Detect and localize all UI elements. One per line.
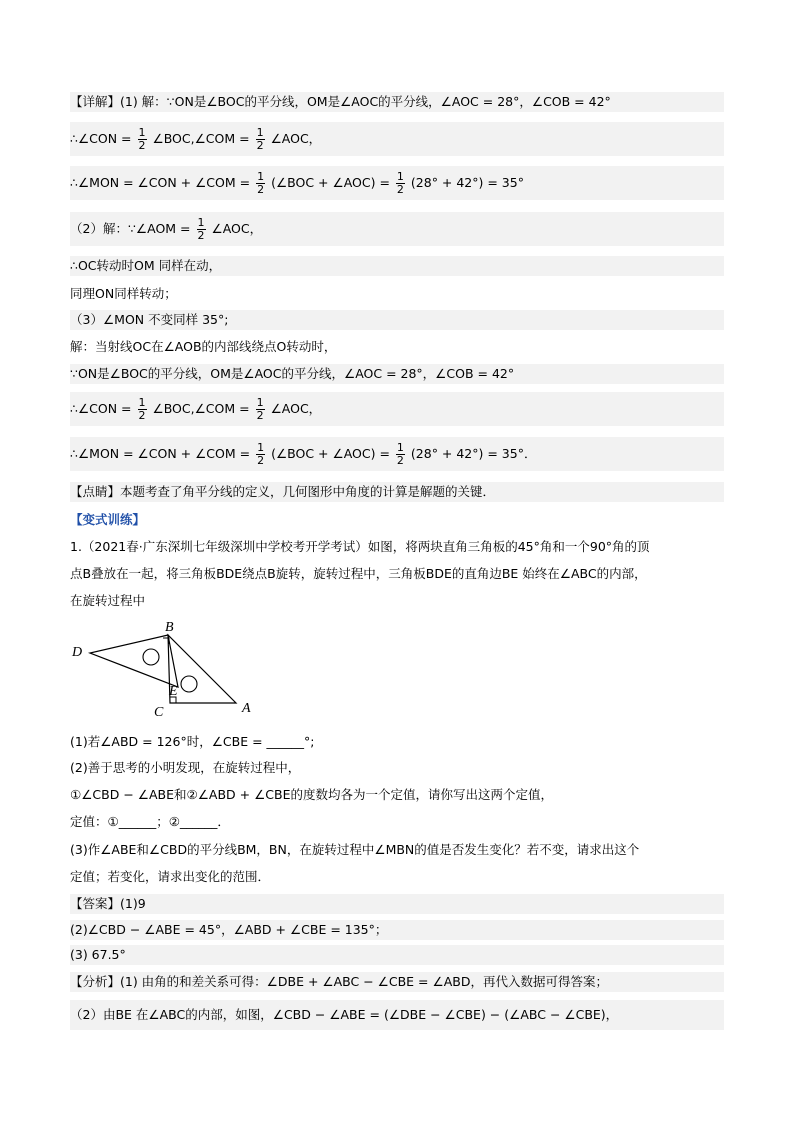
fraction	[138, 127, 147, 152]
fraction	[256, 442, 265, 467]
solution-line-7: （3）∠MON 不变同样 35°;	[70, 310, 724, 330]
answer-line-0: 【答案】(1)9	[70, 894, 724, 914]
solution-line-8: 解：当射线OC在∠AOB的内部线绕点O转动时，	[70, 339, 337, 354]
frac-num: 1	[257, 170, 265, 183]
part-2c: 定值：①______；②______．	[70, 814, 230, 829]
text: ∠AOC，	[211, 221, 263, 236]
question-line-3: 在旋转过程中	[70, 593, 146, 608]
text: ∴∠CON =	[70, 131, 132, 146]
frac-den: 2	[138, 409, 146, 422]
text: (28° + 42°) = 35°	[410, 175, 524, 190]
frac-den: 2	[257, 454, 265, 467]
frac-den: 2	[256, 409, 264, 422]
frac-num: 1	[396, 441, 404, 454]
frac-num: 1	[138, 396, 146, 409]
fraction	[256, 397, 265, 422]
solution-line-5: ∴OC转动时OM 同样在动，	[70, 256, 724, 276]
frac-den: 2	[138, 139, 146, 152]
label-c: C	[154, 705, 164, 720]
frac-num: 1	[396, 170, 404, 183]
frac-num: 1	[257, 441, 265, 454]
triangle-bde	[90, 635, 178, 687]
frac-den: 2	[256, 139, 264, 152]
text: ∠BOC,∠COM =	[152, 131, 250, 146]
frac-den: 2	[257, 183, 265, 196]
text: ∴∠MON = ∠CON + ∠COM =	[70, 175, 251, 190]
triangle-abc	[168, 635, 236, 703]
fraction	[396, 171, 405, 196]
part-3b: 定值；若变化，请求出变化的范围．	[70, 869, 271, 884]
text: (28° + 42°) = 35°．	[410, 446, 537, 461]
solution-line-2	[70, 122, 724, 156]
label-a: A	[242, 701, 251, 716]
solution-line-12: 【点睛】本题考查了角平分线的定义，几何图形中角度的计算是解题的关键．	[70, 482, 724, 502]
frac-num: 1	[138, 126, 146, 139]
solution-line-11	[70, 437, 724, 471]
solution-line-1: 【详解】(1) 解：∵ON是∠BOC的平分线，OM是∠AOC的平分线，∠AOC = 28°，∠COB = 42°	[70, 92, 724, 112]
label-b: B	[165, 620, 174, 635]
fraction	[396, 442, 405, 467]
hole-circle	[181, 676, 197, 692]
triangle-figure	[70, 615, 270, 725]
frac-num: 1	[256, 396, 264, 409]
solution-line-6: 同理ON同样转动；	[70, 286, 177, 301]
answer-line-3: 【分析】(1) 由角的和差关系可得：∠DBE + ∠ABC − ∠CBE = ∠ABD，再代入数据可得答案；	[70, 972, 724, 992]
hole-circle	[143, 649, 159, 665]
frac-num: 1	[256, 126, 264, 139]
fraction	[256, 171, 265, 196]
fraction	[256, 127, 265, 152]
text: ∠AOC，	[270, 131, 322, 146]
question-line-1: 1.（2021春·广东深圳七年级深圳中学校考开学考试）如图，将两块直角三角板的45°角和一个90°角的顶	[70, 539, 650, 554]
solution-line-3	[70, 166, 724, 200]
text: ∠BOC,∠COM =	[152, 401, 250, 416]
answer-line-2: (3) 67.5°	[70, 945, 724, 965]
training-heading: 【变式训练】	[70, 512, 146, 527]
text: ∴∠CON =	[70, 401, 132, 416]
question-line-2: 点B叠放在一起，将三角板BDE绕点B旋转，旋转过程中，三角板BDE的直角边BE 始终在∠ABC的内部，	[70, 566, 647, 581]
fraction	[197, 217, 206, 242]
fraction	[138, 397, 147, 422]
solution-line-10	[70, 392, 724, 426]
frac-den: 2	[396, 454, 404, 467]
frac-num: 1	[197, 216, 205, 229]
solution-line-4	[70, 212, 724, 246]
part-2b: ①∠CBD − ∠ABE和②∠ABD + ∠CBE的度数均各为一个定值，请你写出这两个定值，	[70, 787, 553, 802]
answer-line-4: （2）由BE 在∠ABC的内部，如图，∠CBD − ∠ABE = (∠DBE − ∠CBE) − (∠ABC − ∠CBE)，	[70, 1000, 724, 1030]
part-3: (3)作∠ABE和∠CBD的平分线BM，BN，在旋转过程中∠MBN的值是否发生变化？若不变，请求出这个	[70, 842, 640, 857]
label-e: E	[169, 684, 178, 699]
text: ∠AOC，	[270, 401, 322, 416]
label-d: D	[72, 645, 83, 660]
text: (∠BOC + ∠AOC) =	[271, 175, 390, 190]
answer-line-1: (2)∠CBD − ∠ABE = 45°，∠ABD + ∠CBE = 135°；	[70, 920, 724, 940]
text: (∠BOC + ∠AOC) =	[271, 446, 390, 461]
frac-den: 2	[396, 183, 404, 196]
solution-line-9: ∵ON是∠BOC的平分线，OM是∠AOC的平分线，∠AOC = 28°，∠COB = 42°	[70, 364, 724, 384]
part-2: (2)善于思考的小明发现，在旋转过程中，	[70, 760, 301, 775]
text: （2）解：∵∠AOM =	[70, 221, 191, 236]
part-1: (1)若∠ABD = 126°时，∠CBE = ______°;	[70, 734, 315, 749]
text: ∴∠MON = ∠CON + ∠COM =	[70, 446, 251, 461]
frac-den: 2	[197, 229, 205, 242]
